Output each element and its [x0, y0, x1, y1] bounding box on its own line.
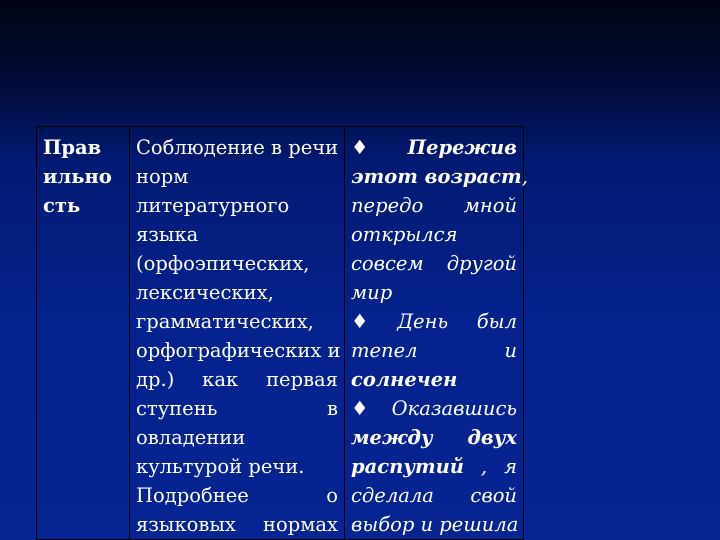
example-text: двух — [467, 426, 517, 449]
description-cell — [130, 127, 345, 540]
example-text: солнечен — [351, 368, 458, 391]
example-text: , — [480, 455, 488, 478]
diamond-bullet-icon: ♦ — [351, 310, 369, 333]
example-text: я — [504, 455, 517, 478]
example-line — [351, 307, 517, 336]
example-text: День — [397, 310, 449, 333]
example-text: между — [351, 426, 433, 449]
description-line: языка — [136, 223, 199, 246]
description-word: нормах — [262, 513, 338, 536]
term-line: сть — [43, 194, 81, 217]
example-text: сделала — [351, 484, 434, 507]
example-text: открылся — [351, 223, 458, 246]
description-line: овладении — [136, 426, 246, 449]
description-line: (орфоэпических, — [136, 252, 310, 275]
example-text: передо — [351, 194, 424, 217]
description-line: лексических, — [136, 281, 274, 304]
example-line — [351, 452, 517, 481]
example-text: Оказавшись — [391, 397, 517, 420]
description-word: как — [202, 368, 239, 391]
term-cell — [37, 127, 130, 540]
example-text: мной — [463, 194, 517, 217]
content-table — [36, 126, 528, 540]
example-cell — [345, 127, 528, 540]
term-line: Прав — [43, 136, 102, 159]
example-line — [351, 191, 517, 220]
term-line: ильно — [43, 165, 112, 188]
example-line — [351, 510, 517, 539]
example-text: Пережив — [407, 136, 517, 159]
example-line — [351, 336, 517, 365]
example-text: выбор и решила — [351, 513, 519, 536]
example-text: и — [504, 339, 517, 362]
example-line — [351, 365, 517, 394]
diamond-bullet-icon: ♦ — [351, 397, 369, 420]
description-line: грамматических, — [136, 310, 314, 333]
example-text: совсем — [351, 252, 424, 275]
table-row — [37, 127, 524, 540]
example-text: тепел — [351, 339, 418, 362]
description-line — [136, 510, 338, 539]
description-word: ступень — [136, 397, 218, 420]
description-word: в — [327, 397, 338, 420]
example-line — [351, 133, 517, 162]
description-line — [136, 481, 338, 510]
description-word: о — [326, 484, 338, 507]
example-text: свой — [470, 484, 517, 507]
example-line — [351, 278, 517, 307]
example-text: другой — [446, 252, 517, 275]
description-word: Подробнее — [136, 484, 249, 507]
example-line — [351, 220, 517, 249]
example-line — [351, 394, 517, 423]
description-line — [136, 365, 338, 394]
description-line — [136, 394, 338, 423]
example-text: распутий — [351, 455, 464, 478]
description-word: первая — [266, 368, 338, 391]
example-line — [351, 481, 517, 510]
description-line: норм — [136, 165, 189, 188]
example-text: , — [521, 165, 528, 188]
description-line: Соблюдение в речи — [136, 136, 339, 159]
example-line — [351, 249, 517, 278]
example-line — [351, 423, 517, 452]
description-word: языковых — [136, 513, 236, 536]
example-text: этот возраст — [351, 165, 522, 188]
example-text: мир — [351, 281, 393, 304]
diamond-bullet-icon: ♦ — [351, 136, 369, 159]
description-word: др.) — [136, 368, 175, 391]
description-line: орфографических и — [136, 339, 341, 362]
example-text: был — [476, 310, 517, 333]
description-line: литературного — [136, 194, 290, 217]
description-line: культурой речи. — [136, 455, 305, 478]
example-line — [351, 162, 528, 191]
